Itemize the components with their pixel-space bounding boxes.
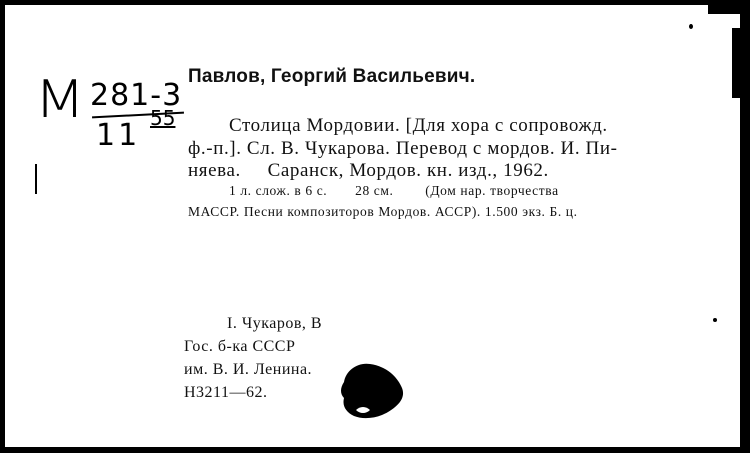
shelfmark-sup: 55 bbox=[150, 106, 176, 130]
scan-speck bbox=[713, 318, 717, 322]
shelfmark-sub: 11 bbox=[96, 118, 141, 153]
tracing-line: им. В. И. Ленина. bbox=[184, 361, 313, 378]
shelfmark-letter: M bbox=[34, 70, 86, 130]
tracing-block bbox=[184, 312, 322, 404]
shelfmark-code: 281-3 bbox=[90, 78, 183, 113]
tracing-line: I. Чукаров, В bbox=[227, 315, 323, 332]
title-line: ф.-п.]. Сл. В. Чукарова. Перевод с мордов. И. Пи- bbox=[188, 138, 618, 159]
tracing-line: Н3211—62. bbox=[184, 384, 268, 401]
scan-speck bbox=[689, 24, 693, 29]
author-heading: Павлов, Георгий Васильевич. bbox=[188, 66, 476, 87]
scan-edge-chunk bbox=[732, 28, 750, 98]
shelfmark bbox=[18, 70, 188, 190]
ink-blot bbox=[336, 360, 406, 422]
scan-edge-left bbox=[0, 0, 5, 453]
scan-edge-top bbox=[0, 0, 750, 5]
shelfmark-tick bbox=[35, 164, 37, 194]
title-line: няева. Саранск, Мордов. кн. изд., 1962. bbox=[188, 160, 549, 181]
note-line: 1 л. слож. в 6 с. 28 см. (Дом нар. творчества bbox=[229, 183, 559, 198]
scan-edge-bottom bbox=[0, 447, 750, 453]
tracing-line: Гос. б-ка СССР bbox=[184, 338, 296, 355]
title-line: Столица Мордовии. [Для хора с сопровожд. bbox=[229, 115, 608, 136]
scan-edge-notch bbox=[708, 0, 750, 14]
note-line: МАССР. Песни композиторов Мордов. АССР). 1.500 экз. Б. ц. bbox=[188, 204, 578, 219]
